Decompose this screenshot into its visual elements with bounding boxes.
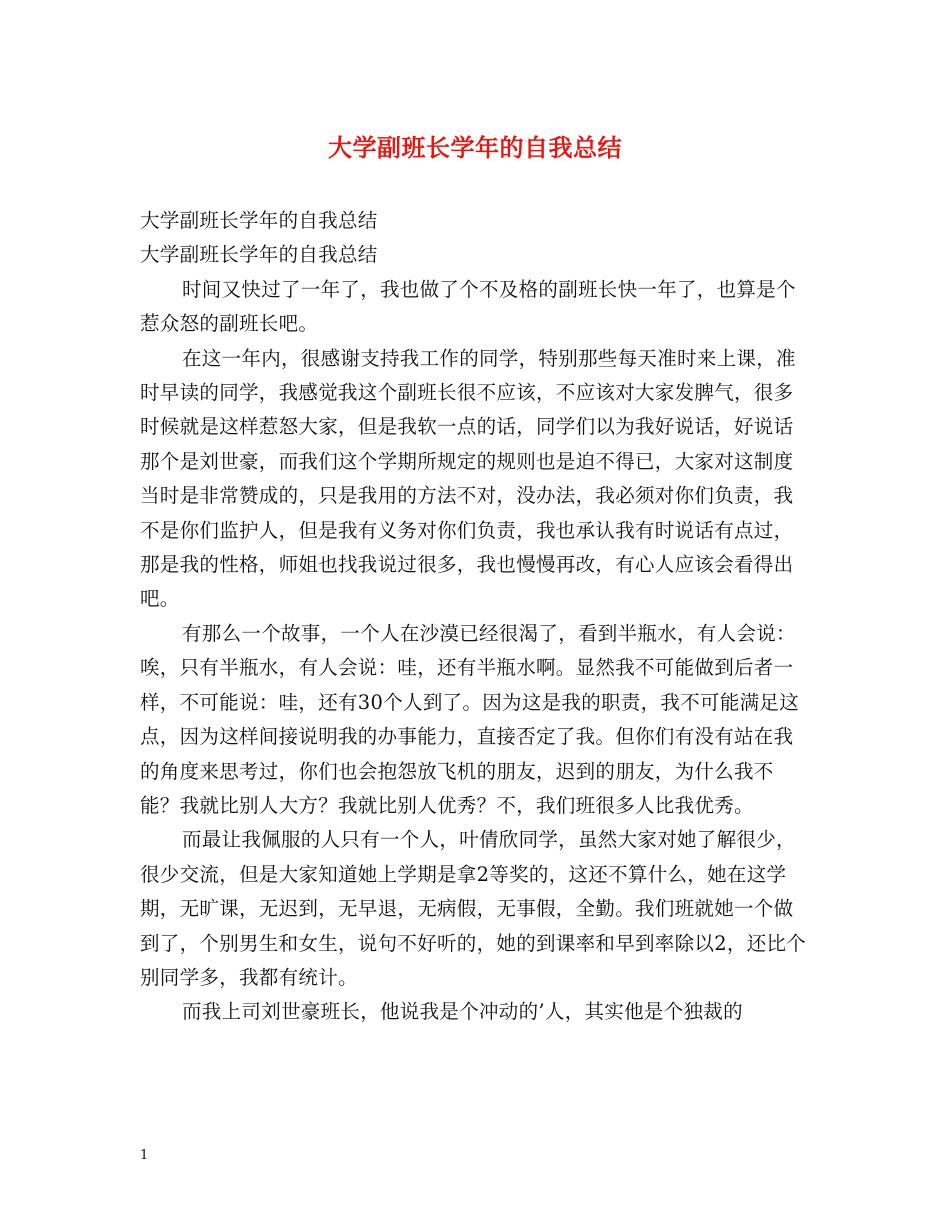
subtitle-line-2: 大学副班长学年的自我总结 (140, 243, 378, 267)
paragraph-3: 有那么一个故事，一个人在沙漠已经很渴了，看到半瓶水，有人会说：唉，只有半瓶水，有人会说：哇，还有半瓶水啊。显然我不可能做到后者一样，不可能说：哇，还有30个人到了。因为这是我的职责，我不可能满足这点，因为这样间接说明我的办事能力，直接否定了我。但你们有没有站在我的角度来思考过，你们也会抱怨放飞机的朋友，迟到的朋友，为什么我不能？我就比别人大方？我就比别人优秀？不，我们班很多人比我优秀。 (140, 621, 800, 817)
paragraph-2: 在这一年内，很感谢支持我工作的同学，特别那些每天准时来上课，准时早读的同学，我感觉我这个副班长很不应该，不应该对大家发脾气，很多时候就是这样惹怒大家，但是我软一点的话，同学们以为我好说话，好说话那个是刘世豪，而我们这个学期所规定的规则也是迫不得已，大家对这制度当时是非常赞成的，只是我用的方法不对，没办法，我必须对你们负责，我不是你们监护人，但是我有义务对你们负责，我也承认我有时说话有点过，那是我的性格，师姐也找我说过很多，我也慢慢再改，有心人应该会看得出吧。 (140, 346, 796, 611)
page-number: 1 (140, 1148, 149, 1163)
document-title: 大学副班长学年的自我总结 (328, 133, 622, 162)
paragraph-5: 而我上司刘世豪班长，他说我是个冲动的’人，其实他是个独裁的 (182, 1000, 743, 1024)
document-body (140, 204, 812, 1030)
paragraph-4: 而最让我佩服的人只有一个人，叶倩欣同学，虽然大家对她了解很少，很少交流，但是大家知道她上学期是拿2等奖的，这还不算什么，她在这学期，无旷课，无迟到，无早退，无病假，无事假，全勤。我们班就她一个做到了，个别男生和女生，说句不好听的，她的到课率和早到率除以2，还比个别同学多，我都有统计。 (140, 828, 807, 989)
paragraph-1: 时间又快过了一年了，我也做了个不及格的副班长快一年了，也算是个惹众怒的副班长吧。 (140, 277, 796, 336)
subtitle-line-1: 大学副班长学年的自我总结 (140, 209, 378, 232)
